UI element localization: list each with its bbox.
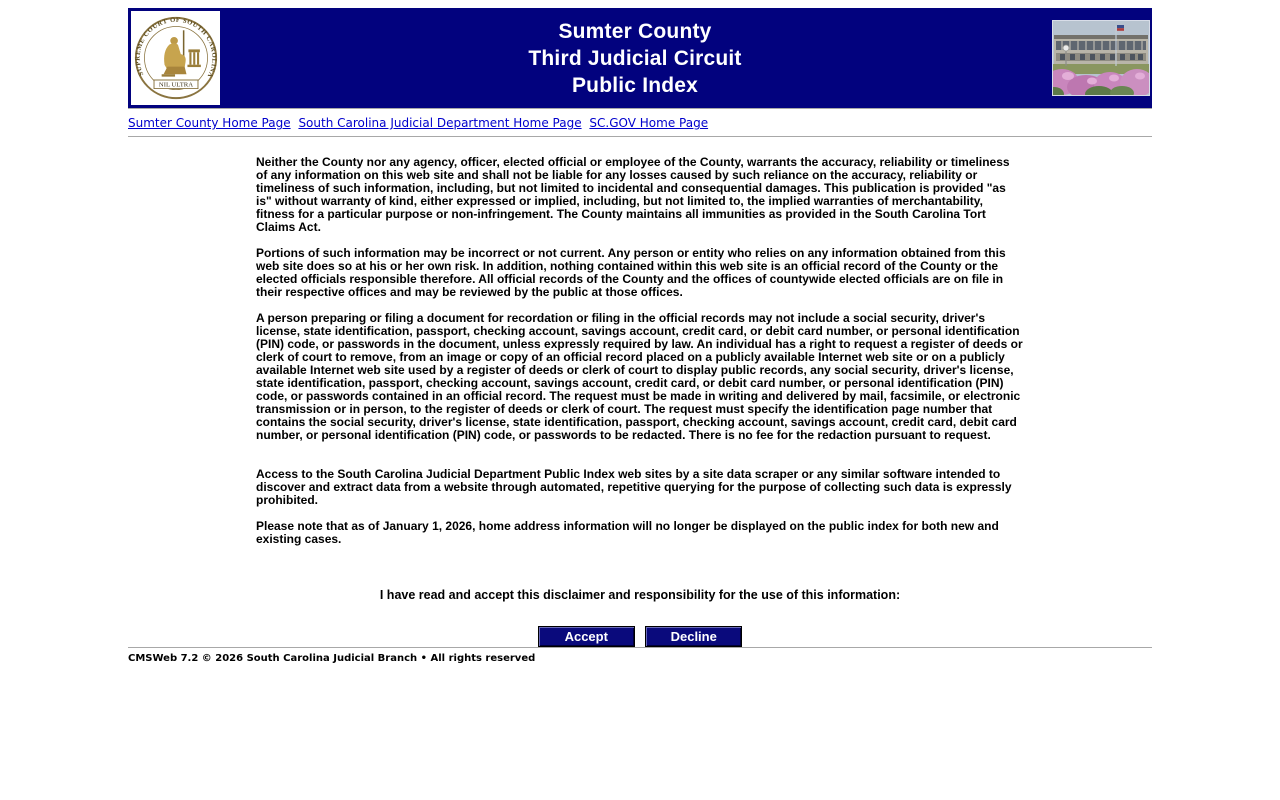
courthouse-photo-image <box>1052 20 1150 96</box>
accept-button[interactable]: Accept <box>538 626 635 647</box>
title-line-3: Public Index <box>571 73 699 97</box>
courthouse-photo <box>1052 20 1150 96</box>
seal-motto-text: NIL ULTRA <box>158 81 193 89</box>
supreme-court-seal-icon <box>133 13 219 103</box>
disclaimer-paragraph-1: Neither the County nor any agency, officer, elected official or employee of the County, warrants the accuracy, reliability or timeliness of any information on this web site and shall not be liable for any losses caused by such reliance on the accuracy, reliability or timeliness of such information, including, but not limited to incidental and consequential damages. This publication is provided "as is" without warranty of kind, either expressed or implied, including, but not limited to, the implied warranties of merchantability, fitness for a particular purpose or non-infringement. The County maintains all immunities as provided in the South Carolina Tort Claims Act. <box>256 155 1010 234</box>
disclaimer-paragraph-5: Please note that as of January 1, 2026, home address information will no longer be displayed on the public index for both new and existing cases. <box>256 519 999 546</box>
seal-ring-text: SUPREME COURT OF SOUTH CAROLINA <box>134 16 217 79</box>
disclaimer-paragraph-3: A person preparing or filing a document for recordation or filing in the official records may not include a social security, driver's license, state identification, passport, checking account, savings account, credit card, or debit card number, or personal identification (PIN) code, or passwords in the document, unless expressly required by law. An individual has a right to request a register of deeds or clerk of court to remove, from an image or copy of an official record placed on a publicly available Internet web site or on a publicly available Internet web site used by a register of deeds or clerk of court to display public records, any social security, driver's license, state identification, passport, checking account, savings account, credit card, or debit card number, or personal identification (PIN) code, or passwords contained in an official record. The request must be made in writing and delivered by mail, facsimile, or electronic transmission or in person, to the register of deeds or clerk of court. The request must specify the identification page number that contains the social security, driver's license, state identification, passport, checking account, savings account, credit card, debit card number, or personal identification (PIN) code, or passwords to be redacted. There is no fee for the redaction pursuant to request. <box>256 311 1023 442</box>
nav-link-scgov-home[interactable]: SC.GOV Home Page <box>589 116 709 130</box>
page-title <box>223 8 1047 108</box>
nav-link-sumter-county-home[interactable]: Sumter County Home Page <box>128 116 291 130</box>
divider-below-nav <box>128 136 1152 137</box>
disclaimer-text <box>256 156 1024 546</box>
button-row <box>128 626 1152 647</box>
supreme-court-seal <box>131 11 220 105</box>
disclaimer-paragraph-4: Access to the South Carolina Judicial Department Public Index web sites by a site data scraper or any similar software intended to discover and extract data from a website through automated, repetitive querying for the purpose of collecting such data is expressly prohibited. <box>256 467 1012 507</box>
nav-links <box>128 116 1152 131</box>
title-line-2: Third Judicial Circuit <box>528 46 742 70</box>
divider-footer <box>128 647 1152 648</box>
header-banner <box>128 8 1152 108</box>
accept-prompt: I have read and accept this disclaimer and responsibility for the use of this information: <box>379 588 901 602</box>
nav-link-sc-judicial-department-home[interactable]: South Carolina Judicial Department Home Page <box>298 116 582 130</box>
divider-top <box>128 108 1152 109</box>
footer-text: CMSWeb 7.2 © 2026 South Carolina Judicial Branch • All rights reserved <box>128 653 536 664</box>
disclaimer-paragraph-2: Portions of such information may be incorrect or not current. Any person or entity who relies on any information obtained from this web site does so at his or her own risk. In addition, nothing contained within this web site is an official record of the County or the elected officials responsible therefore. All official records of the County and the offices of countywide elected officials are on file in their respective offices and may be reviewed by the public at those offices. <box>256 246 1006 299</box>
title-line-1: Sumter County <box>558 19 712 43</box>
page <box>128 0 1152 665</box>
decline-button[interactable]: Decline <box>645 626 742 647</box>
